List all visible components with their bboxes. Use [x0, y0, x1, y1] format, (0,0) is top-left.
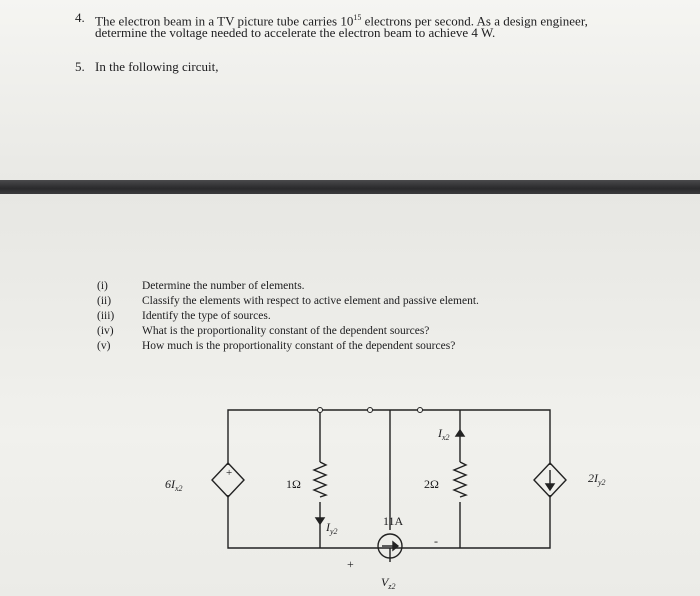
ix2-arrow-icon	[456, 430, 464, 436]
iy2-label: $I_{y2}$	[326, 520, 338, 536]
question-text-line2: determine the voltage needed to accelerate the electron beam to achieve 4 W.	[95, 25, 496, 40]
question-text-line1: In the following circuit,	[95, 59, 219, 74]
dep-source-right-label: $2I_{y2}$	[588, 471, 606, 487]
current-source-arrowhead	[393, 542, 398, 550]
question-number: 5.	[75, 59, 85, 74]
current-source-label: 11A	[383, 514, 404, 528]
iy2-arrow-icon	[316, 518, 324, 524]
dep-source-left-label: $6I_{x2}$	[165, 477, 183, 493]
ix2-label: $I_{x2}$	[438, 426, 450, 442]
node	[318, 408, 323, 413]
resistor-1-label: 1Ω	[286, 477, 301, 491]
resistor-2-label: 2Ω	[424, 477, 439, 491]
plus-sign: +	[226, 467, 233, 479]
resistor-2	[454, 462, 466, 497]
plus-sign: +	[347, 557, 354, 571]
top-wire	[228, 410, 550, 465]
node	[418, 408, 423, 413]
vz2-label: $V_{z2}$	[381, 575, 396, 591]
minus-sign: -	[434, 534, 438, 548]
question-text-line1: The electron beam in a TV picture tube carries $10^{15}$ electrons per second. As a design engineer,	[95, 13, 588, 29]
resistor-1	[314, 462, 326, 497]
question-number: 4.	[75, 10, 85, 25]
node	[368, 408, 373, 413]
exponent: 15	[353, 13, 362, 22]
dep-source-right-arrowhead	[546, 484, 554, 490]
